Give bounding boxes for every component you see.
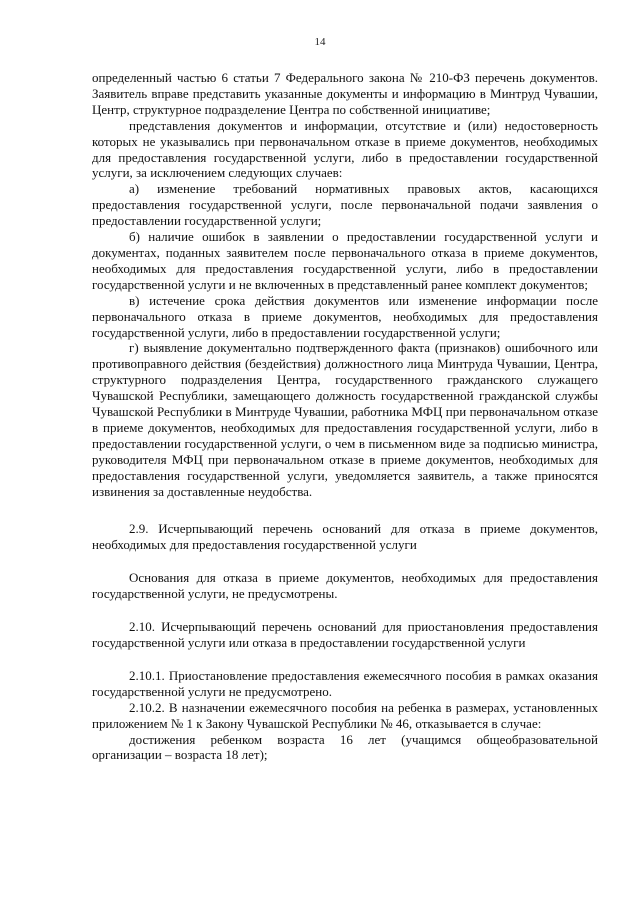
- list-item-g: г) выявление документально подтвержденного факта (признаков) ошибочного или противоправного действия (бездействия) должностного лица Минтруда Чувашии, Центра, структурного подразделения Центра, государственного гражданского служащего Чувашской Республики, замещающего должность государственной гражданской службы Чувашской Республики в Минтруде Чувашии, работника МФЦ при первоначальном отказе в приеме документов, необходимых для предоставления государственной услуги, либо в предоставлении государственной услуги, о чем в письменном виде за подписью министра, руководителя МФЦ при первоначальном отказе в приеме документов, необходимых для предоставления государственной услуги, уведомляется заявитель, а также приносятся извинения за доставленные неудобства.: [92, 340, 598, 499]
- paragraph-grounds: Основания для отказа в приеме документов, необходимых для предоставления государственной услуги, не предусмотрены.: [92, 570, 598, 602]
- list-item-v: в) истечение срока действия документов или изменение информации после первоначального отказа в приеме документов, необходимых для предоставления государственной услуги, либо в предоставлении государственной услуги;: [92, 292, 598, 340]
- paragraph-age-limit: достижения ребенком возраста 16 лет (учащимся общеобразовательной организации – возраста 18 лет);: [92, 731, 598, 763]
- document-body: [92, 70, 598, 763]
- page-number: 14: [314, 36, 326, 48]
- list-item-b: б) наличие ошибок в заявлении о предоставлении государственной услуги и документах, поданных заявителем после первоначального отказа в приеме документов, необходимых для предоставления государственной услуги, либо в предоставлении государственной услуги и не включенных в представленный ранее комплект документов;: [92, 229, 598, 292]
- clause-2-10-1: 2.10.1. Приостановление предоставления ежемесячного пособия в рамках оказания государственной услуги не предусмотрено.: [92, 667, 598, 699]
- list-item-a: а) изменение требований нормативных правовых актов, касающихся предоставления государственной услуги, после первоначальной подачи заявления о предоставлении государственной услуги;: [92, 181, 598, 229]
- section-heading-2-9: 2.9. Исчерпывающий перечень оснований для отказа в приеме документов, необходимых для предоставления государственной услуги: [92, 521, 598, 553]
- clause-2-10-2: 2.10.2. В назначении ежемесячного пособия на ребенка в размерах, установленных приложением № 1 к Закону Чувашской Республики № 46, отказывается в случае:: [92, 699, 598, 731]
- section-heading-2-10: 2.10. Исчерпывающий перечень оснований для приостановления предоставления государственной услуги или отказа в предоставлении государственной услуги: [92, 619, 598, 650]
- paragraph-continuation: определенный частью 6 статьи 7 Федерального закона № 210-ФЗ перечень документов. Заявитель вправе представить указанные документы и информацию в Минтруд Чувашии, Центр, структурное подразделение Центра по собственной инициативе;: [92, 70, 598, 117]
- paragraph-representation: представления документов и информации, отсутствие и (или) недостоверность которых не указывались при первоначальном отказе в приеме документов, необходимых для предоставления государственной услуги, либо в предоставлении государственной услуги, за исключением следующих случаев:: [92, 117, 598, 181]
